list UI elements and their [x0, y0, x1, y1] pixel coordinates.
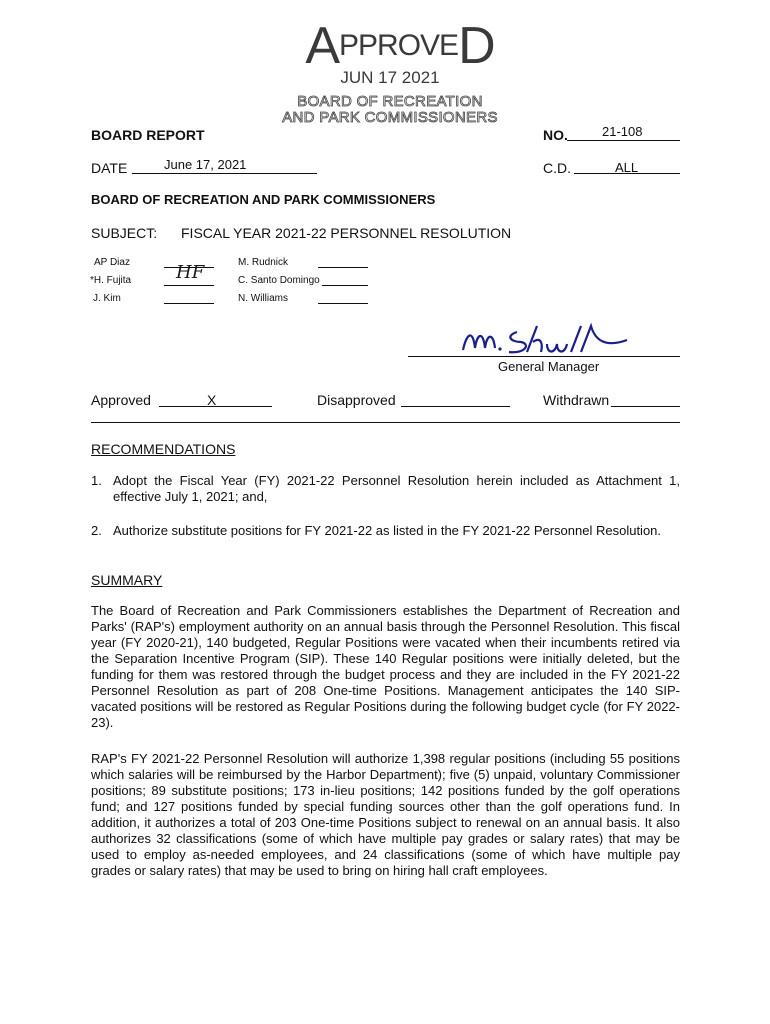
no-value: 21-108 [602, 124, 643, 139]
section-divider [91, 422, 680, 423]
summary-paragraph: The Board of Recreation and Park Commissioners establishes the Department of Recreation and Parks' (RAP's) employment authority on an annual basis through the Personnel Resolution. This fiscal year (FY 2020-21), 140 budgeted, Regular Positions were vacated when their incumbents retired via the Separation Incentive Program (SIP). These 140 Regular positions were initially deleted, but the funding for them was restored through the budget process and they are included in the FY 2021-22 Personnel Resolution as part of 208 One-time Positions. Management anticipates the 140 SIP-vacated positions will be restored as Regular Positions during the following budget cycle (for FY 2022-23). [91, 603, 680, 730]
recommendations-heading: RECOMMENDATIONS [91, 441, 236, 457]
summary-paragraph: RAP's FY 2021-22 Personnel Resolution will authorize 1,398 regular positions (including 55 positions which salaries will be reimbursed by the Harbor Department); five (5) unpaid, voluntary Commissioner positions; 89 substitute positions; 173 in-lieu positions; 142 positions funded by the golf operations fund; and 127 positions funded by special funding sources other than the golf operations fund. In addition, it authorizes a total of 203 One-time Positions subject to renewal on an annual basis. It also authorizes 32 classifications (some of which have multiple pay grades or salary rates) that may be used to employ as-needed employees, and 24 classifications (some of which have multiple pay grades or salary rates) that may be used to bring on hiring hall craft employees. [91, 751, 680, 878]
recommendation-item [91, 473, 680, 505]
stamp-board-line2: AND PARK COMMISSIONERS [282, 109, 498, 126]
fujita-initials: HF [176, 262, 205, 283]
cd-value: ALL [615, 160, 639, 175]
initial-line [164, 285, 214, 286]
commissioner-name: AP Diaz [94, 257, 130, 268]
commissioner-name: *H. Fujita [90, 275, 132, 286]
stamp-date: JUN 17 2021 [340, 68, 440, 87]
recommendation-number: 1. [91, 473, 102, 488]
signature-title: General Manager [498, 359, 600, 374]
stamp-approved-first: A [305, 17, 340, 75]
commissioner-name: J. Kim [93, 293, 121, 304]
date-value: June 17, 2021 [164, 157, 247, 172]
approved-label: Approved [91, 392, 151, 408]
initial-line [318, 303, 368, 304]
recommendation-number: 2. [91, 523, 102, 538]
commissioner-name: M. Rudnick [238, 257, 289, 268]
stamp-board-name [270, 94, 510, 126]
stamp-approved-middle: PPROVE [339, 29, 459, 62]
cd-label: C.D. [543, 160, 571, 176]
subject-value: FISCAL YEAR 2021-22 PERSONNEL RESOLUTION [181, 225, 512, 241]
board-report-label: BOARD REPORT [91, 127, 205, 143]
stamp-board-line1: BOARD OF RECREATION [297, 93, 483, 110]
summary-heading: SUMMARY [91, 572, 163, 588]
approved-mark: X [207, 392, 217, 408]
recommendation-text: Adopt the Fiscal Year (FY) 2021-22 Personnel Resolution herein included as Attachment 1, effective July 1, 2021; and, [113, 473, 680, 504]
recommendation-item [91, 523, 680, 539]
withdrawn-label: Withdrawn [543, 392, 610, 408]
initial-line [318, 267, 368, 268]
initial-line [164, 303, 214, 304]
date-underline [132, 173, 317, 174]
signature-line [408, 356, 680, 357]
commissioner-name: C. Santo Domingo [238, 275, 320, 286]
withdrawn-line [611, 406, 680, 407]
no-label: NO. [543, 127, 568, 143]
recommendation-text: Authorize substitute positions for FY 2021-22 as listed in the FY 2021-22 Personnel Resolution. [113, 523, 662, 538]
stamp-approved-last: D [458, 17, 495, 75]
disapproved-line [401, 406, 510, 407]
commissioner-name: N. Williams [238, 293, 288, 304]
disapproved-label: Disapproved [317, 392, 396, 408]
initial-line [322, 285, 368, 286]
approved-stamp [300, 17, 500, 75]
no-underline [567, 140, 680, 141]
subject-label: SUBJECT: [91, 225, 158, 241]
board-title: BOARD OF RECREATION AND PARK COMMISSIONERS [91, 192, 436, 207]
date-label: DATE [91, 160, 128, 176]
